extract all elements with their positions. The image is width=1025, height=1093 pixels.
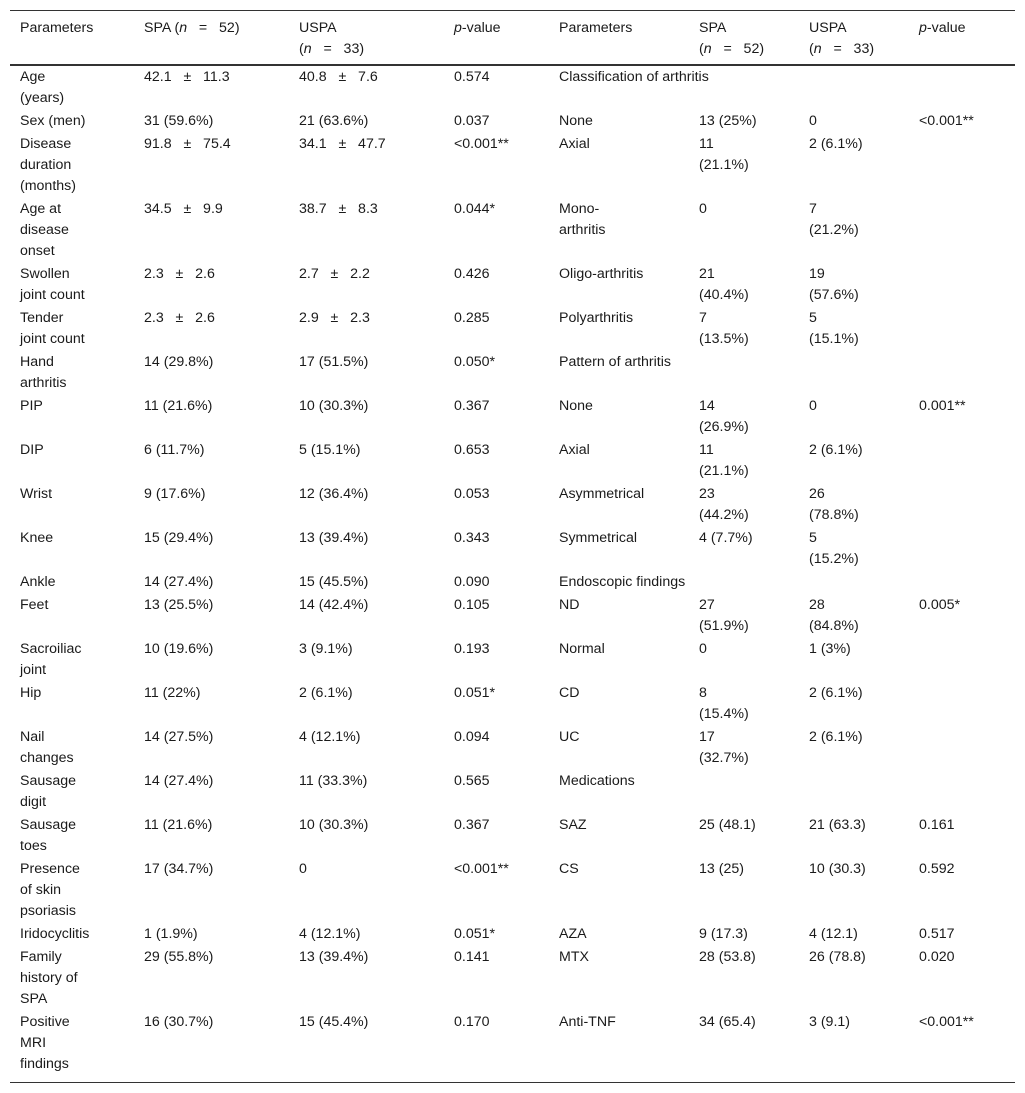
p-value-cell: 0.051* [454, 926, 496, 942]
uspa-cell: 5 (15.1%) [299, 442, 361, 458]
p-value-cell-2 [909, 263, 1015, 307]
table-bottom-rule [10, 1082, 1015, 1083]
p-value-cell: 0.050* [454, 354, 496, 370]
spa-cell: 14 (29.8%) [144, 354, 214, 370]
header-spa: SPA (n = 52) [144, 20, 240, 36]
p-value-cell: 0.051* [454, 685, 496, 701]
parameter-cell-2: CS [559, 861, 579, 877]
spa-cell: 91.8 ± 75.4 [144, 136, 231, 152]
spa-cell-2: 25 (48.1) [699, 817, 756, 833]
parameter-cell-2: Mono- arthritis [559, 201, 606, 238]
uspa-cell-2: 2 (6.1%) [809, 685, 863, 701]
table-row [10, 263, 1015, 307]
spa-cell: 34.5 ± 9.9 [144, 201, 223, 217]
spa-cell: 9 (17.6%) [144, 486, 206, 502]
spa-cell: 16 (30.7%) [144, 1014, 214, 1030]
uspa-cell-2: 21 (63.3) [809, 817, 866, 833]
spa-cell: 2.3 ± 2.6 [144, 310, 215, 326]
parameter-cell: Disease duration (months) [20, 136, 76, 194]
p-value-cell-2 [909, 527, 1015, 571]
table-row [10, 110, 1015, 133]
p-value-cell: 0.367 [454, 817, 490, 833]
parameter-cell: DIP [20, 442, 44, 458]
p-value-cell: 0.141 [454, 949, 490, 965]
uspa-cell-2: 5 (15.1%) [809, 310, 859, 347]
p-value-cell: <0.001** [454, 136, 509, 152]
spa-cell-2: 17 (32.7%) [699, 729, 749, 766]
uspa-cell: 2 (6.1%) [299, 685, 353, 701]
parameter-cell: Sausage digit [20, 773, 77, 810]
spa-cell: 14 (27.5%) [144, 729, 214, 745]
parameter-cell: Wrist [20, 486, 53, 502]
uspa-cell: 17 (51.5%) [299, 354, 369, 370]
uspa-cell-2: 2 (6.1%) [809, 729, 863, 745]
table-row [10, 395, 1015, 439]
p-value-cell: 0.094 [454, 729, 490, 745]
p-value-cell-2 [909, 726, 1015, 770]
uspa-cell: 12 (36.4%) [299, 486, 369, 502]
p-value-cell: 0.574 [454, 69, 490, 85]
parameter-cell: Ankle [20, 574, 56, 590]
header-parameters-2: Parameters [559, 20, 633, 36]
section-heading-cell: Classification of arthritis [559, 69, 709, 85]
table-row [10, 527, 1015, 571]
parameter-cell-2: Asymmetrical [559, 486, 645, 502]
p-value-cell-2: 0.592 [919, 861, 955, 877]
spa-cell-2: 9 (17.3) [699, 926, 748, 942]
data-table-container [10, 10, 1015, 1082]
spa-cell: 14 (27.4%) [144, 773, 214, 789]
spa-cell: 29 (55.8%) [144, 949, 214, 965]
uspa-cell-2: 26 (78.8%) [809, 486, 859, 523]
p-value-cell-2: <0.001** [919, 1014, 974, 1030]
p-value-cell: 0.193 [454, 641, 490, 657]
uspa-cell-2: 2 (6.1%) [809, 442, 863, 458]
parameter-cell-2: CD [559, 685, 580, 701]
table-row [10, 65, 1015, 110]
p-value-cell-2: 0.517 [919, 926, 955, 942]
uspa-cell: 40.8 ± 7.6 [299, 69, 378, 85]
parameter-cell-2: Axial [559, 442, 590, 458]
p-value-cell-2: <0.001** [919, 113, 974, 129]
parameter-cell-2: UC [559, 729, 580, 745]
spa-cell: 1 (1.9%) [144, 926, 198, 942]
header-p-value: p-value [454, 20, 501, 36]
spa-cell-2: 21 (40.4%) [699, 266, 749, 303]
parameter-cell-2: Normal [559, 641, 605, 657]
spa-cell-2: 13 (25) [699, 861, 744, 877]
p-value-cell: 0.053 [454, 486, 490, 502]
p-value-cell-2: 0.001** [919, 398, 966, 414]
section-heading-cell: Endoscopic findings [559, 574, 686, 590]
table-row [10, 814, 1015, 858]
uspa-cell-2: 0 [809, 398, 817, 414]
p-value-cell: 0.426 [454, 266, 490, 282]
table-row [10, 133, 1015, 198]
uspa-cell: 4 (12.1%) [299, 729, 361, 745]
parameter-cell-2: None [559, 113, 593, 129]
parameter-cell: Swollen joint count [20, 266, 85, 303]
spa-cell-2: 8 (15.4%) [699, 685, 749, 722]
uspa-cell-2: 7 (21.2%) [809, 201, 859, 238]
spa-cell: 31 (59.6%) [144, 113, 214, 129]
table-row [10, 923, 1015, 946]
parameter-cell: Hip [20, 685, 42, 701]
parameter-cell: Tender joint count [20, 310, 85, 347]
uspa-cell: 13 (39.4%) [299, 530, 369, 546]
parameter-cell: Sex (men) [20, 113, 86, 129]
spa-cell: 10 (19.6%) [144, 641, 214, 657]
header-row [10, 11, 1015, 66]
spa-cell-2: 34 (65.4) [699, 1014, 756, 1030]
p-value-cell-2 [909, 439, 1015, 483]
uspa-cell-2: 10 (30.3) [809, 861, 866, 877]
spa-cell: 11 (22%) [144, 685, 201, 701]
table-row [10, 351, 1015, 395]
p-value-cell-2 [909, 682, 1015, 726]
uspa-cell: 14 (42.4%) [299, 597, 369, 613]
parameter-cell-2: Symmetrical [559, 530, 638, 546]
spa-cell: 6 (11.7%) [144, 442, 205, 458]
parameter-cell: Family history of SPA [20, 949, 78, 1007]
uspa-cell-2: 5 (15.2%) [809, 530, 859, 567]
p-value-cell: 0.170 [454, 1014, 490, 1030]
uspa-cell-2: 3 (9.1) [809, 1014, 851, 1030]
p-value-cell: 0.037 [454, 113, 490, 129]
uspa-cell-2: 2 (6.1%) [809, 136, 863, 152]
table-row [10, 770, 1015, 814]
uspa-cell-2: 4 (12.1) [809, 926, 858, 942]
spa-cell-2: 0 [699, 201, 707, 217]
table-row [10, 726, 1015, 770]
header-parameters: Parameters [20, 20, 94, 36]
p-value-cell: 0.285 [454, 310, 490, 326]
uspa-cell: 38.7 ± 8.3 [299, 201, 378, 217]
spa-cell-2: 28 (53.8) [699, 949, 756, 965]
parameter-cell-2: Polyarthritis [559, 310, 634, 326]
p-value-cell-2 [909, 133, 1015, 198]
p-value-cell: 0.090 [454, 574, 490, 590]
spa-cell: 17 (34.7%) [144, 861, 214, 877]
section-heading-cell: Pattern of arthritis [559, 354, 671, 370]
table-row [10, 571, 1015, 594]
uspa-cell: 10 (30.3%) [299, 817, 369, 833]
uspa-cell: 2.9 ± 2.3 [299, 310, 370, 326]
header-uspa: USPA (n = 33) [299, 20, 365, 57]
parameter-cell: Presence of skin psoriasis [20, 861, 80, 919]
p-value-cell: 0.044* [454, 201, 496, 217]
uspa-cell: 34.1 ± 47.7 [299, 136, 386, 152]
spa-cell-2: 11 (21.1%) [699, 136, 749, 173]
spa-cell-2: 4 (7.7%) [699, 530, 753, 546]
uspa-cell: 21 (63.6%) [299, 113, 369, 129]
uspa-cell: 11 (33.3%) [299, 773, 368, 789]
p-value-cell-2: 0.005* [919, 597, 961, 613]
parameter-cell-2: SAZ [559, 817, 587, 833]
parameter-cell: Positive MRI findings [20, 1014, 70, 1072]
uspa-cell-2: 1 (3%) [809, 641, 851, 657]
p-value-cell-2 [909, 307, 1015, 351]
table-row [10, 439, 1015, 483]
parameter-cell: Hand arthritis [20, 354, 67, 391]
spa-cell-2: 11 (21.1%) [699, 442, 749, 479]
header-uspa-2: USPA (n = 33) [809, 20, 875, 57]
spa-cell-2: 13 (25%) [699, 113, 757, 129]
uspa-cell-2: 26 (78.8) [809, 949, 866, 965]
table-row [10, 483, 1015, 527]
parameter-cell-2: Axial [559, 136, 590, 152]
uspa-cell: 4 (12.1%) [299, 926, 361, 942]
spa-cell: 14 (27.4%) [144, 574, 214, 590]
table-row [10, 307, 1015, 351]
uspa-cell-2: 0 [809, 113, 817, 129]
section-heading-cell: Medications [559, 773, 635, 789]
uspa-cell: 13 (39.4%) [299, 949, 369, 965]
header-p-value-2: p-value [919, 20, 966, 36]
p-value-cell-2: 0.161 [919, 817, 955, 833]
comparison-table [10, 10, 1015, 1082]
table-row [10, 858, 1015, 923]
spa-cell-2: 0 [699, 641, 707, 657]
parameter-cell: Nail changes [20, 729, 74, 766]
uspa-cell: 2.7 ± 2.2 [299, 266, 370, 282]
uspa-cell-2: 19 (57.6%) [809, 266, 859, 303]
p-value-cell: 0.653 [454, 442, 490, 458]
parameter-cell-2: Anti-TNF [559, 1014, 616, 1030]
parameter-cell: Knee [20, 530, 54, 546]
parameter-cell: Sausage toes [20, 817, 77, 854]
spa-cell: 11 (21.6%) [144, 817, 213, 833]
table-header [10, 11, 1015, 66]
parameter-cell: Age (years) [20, 69, 65, 106]
parameter-cell: Sacroiliac joint [20, 641, 82, 678]
parameter-cell: Iridocyclitis [20, 926, 90, 942]
table-row [10, 198, 1015, 263]
p-value-cell: 0.343 [454, 530, 490, 546]
p-value-cell-2: 0.020 [919, 949, 955, 965]
spa-cell: 15 (29.4%) [144, 530, 214, 546]
p-value-cell-2 [909, 638, 1015, 682]
uspa-cell: 15 (45.5%) [299, 574, 369, 590]
table-row [10, 946, 1015, 1011]
uspa-cell: 3 (9.1%) [299, 641, 353, 657]
spa-cell-2: 7 (13.5%) [699, 310, 749, 347]
spa-cell-2: 14 (26.9%) [699, 398, 749, 435]
parameter-cell: PIP [20, 398, 43, 414]
parameter-cell-2: Oligo-arthritis [559, 266, 644, 282]
uspa-cell-2: 28 (84.8%) [809, 597, 859, 634]
p-value-cell-2 [909, 483, 1015, 527]
parameter-cell: Age at disease onset [20, 201, 69, 259]
header-spa-2: SPA (n = 52) [699, 20, 765, 57]
parameter-cell: Feet [20, 597, 49, 613]
parameter-cell-2: None [559, 398, 593, 414]
uspa-cell: 0 [299, 861, 307, 877]
spa-cell-2: 27 (51.9%) [699, 597, 749, 634]
p-value-cell: 0.565 [454, 773, 490, 789]
parameter-cell-2: MTX [559, 949, 589, 965]
table-row [10, 682, 1015, 726]
uspa-cell: 10 (30.3%) [299, 398, 369, 414]
spa-cell: 2.3 ± 2.6 [144, 266, 215, 282]
table-row [10, 1011, 1015, 1082]
spa-cell: 13 (25.5%) [144, 597, 214, 613]
table-row [10, 638, 1015, 682]
spa-cell: 42.1 ± 11.3 [144, 69, 230, 85]
p-value-cell: <0.001** [454, 861, 509, 877]
table-row [10, 594, 1015, 638]
parameter-cell-2: AZA [559, 926, 587, 942]
p-value-cell: 0.105 [454, 597, 490, 613]
parameter-cell-2: ND [559, 597, 580, 613]
spa-cell-2: 23 (44.2%) [699, 486, 749, 523]
table-body [10, 65, 1015, 1082]
p-value-cell: 0.367 [454, 398, 490, 414]
p-value-cell-2 [909, 198, 1015, 263]
uspa-cell: 15 (45.4%) [299, 1014, 369, 1030]
spa-cell: 11 (21.6%) [144, 398, 213, 414]
